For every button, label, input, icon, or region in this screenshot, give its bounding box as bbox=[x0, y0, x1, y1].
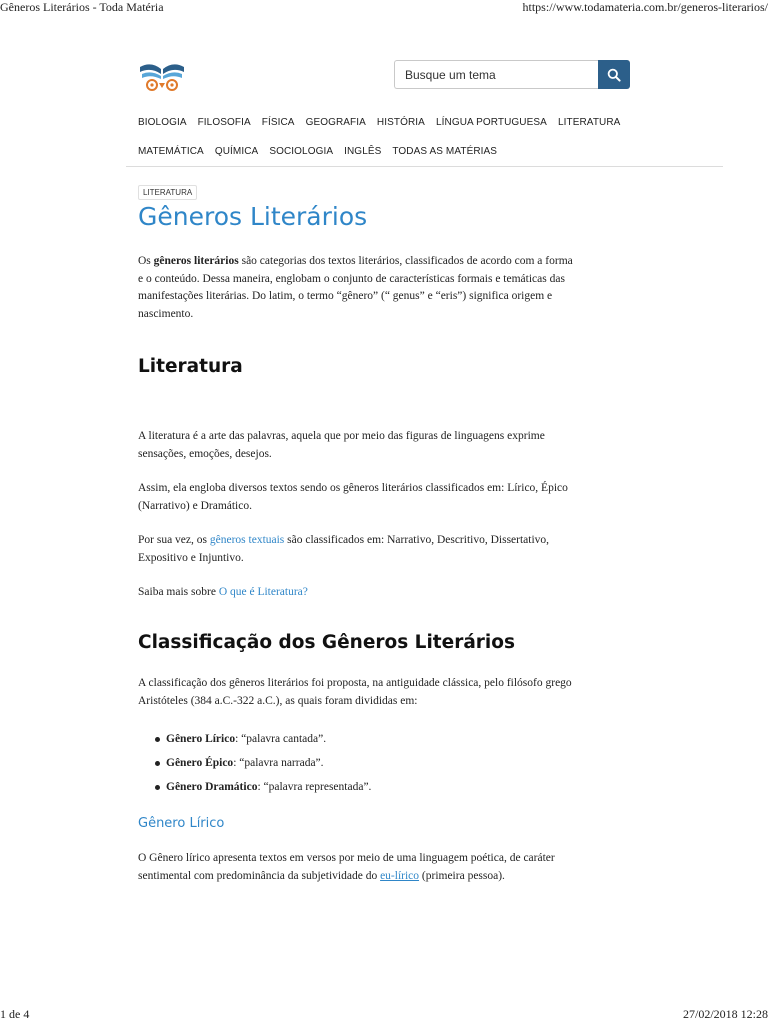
main-nav-row-2 bbox=[138, 146, 497, 157]
lirico-paragraph bbox=[138, 850, 578, 885]
p3-post: são classificados em: Narrativo, Descritivo, Dissertativo, Expositivo e Injuntivo. bbox=[138, 534, 550, 564]
o-que-e-literatura-link[interactable]: O que é Literatura? bbox=[218, 586, 308, 598]
nav-geografia[interactable]: GEOGRAFIA bbox=[305, 117, 366, 128]
category-badge[interactable]: LITERATURA bbox=[138, 185, 197, 200]
list-term: Gênero Dramático bbox=[166, 781, 258, 793]
page-title: Gêneros Literários bbox=[138, 202, 368, 231]
list-desc: : “palavra cantada”. bbox=[235, 733, 327, 745]
literatura-paragraph-3 bbox=[138, 532, 578, 567]
list-desc: : “palavra narrada”. bbox=[233, 757, 324, 769]
nav-lingua-portuguesa[interactable]: LÍNGUA PORTUGUESA bbox=[435, 117, 547, 128]
nav-quimica[interactable]: QUÍMICA bbox=[214, 146, 259, 157]
list-item bbox=[138, 775, 371, 799]
generos-textuais-link[interactable]: gêneros textuais bbox=[209, 534, 285, 546]
literatura-paragraph-4 bbox=[138, 584, 578, 602]
literatura-paragraph-1: A literatura é a arte das palavras, aquela que por meio das figuras de linguagens exprime sensações, emoções, desejos. bbox=[138, 430, 545, 460]
search-bar bbox=[394, 60, 630, 89]
print-footer-page: 1 de 4 bbox=[0, 1007, 30, 1021]
generos-list bbox=[138, 727, 371, 799]
intro-paragraph bbox=[138, 253, 578, 323]
search-input[interactable] bbox=[394, 60, 598, 89]
classificacao-paragraph: A classificação dos gêneros literários foi proposta, na antiguidade clássica, pelo filósofo grego Aristóteles (384 a.C.-322 a.C.), as quais foram divididas em: bbox=[138, 677, 572, 707]
p4-pre: Saiba mais sobre bbox=[138, 586, 219, 598]
search-button[interactable] bbox=[598, 60, 630, 89]
nav-ingles[interactable]: INGLÊS bbox=[344, 146, 382, 157]
nav-todas-as-materias[interactable]: TODAS AS MATÉRIAS bbox=[392, 146, 498, 157]
main-nav-row-1 bbox=[138, 117, 620, 128]
intro-post: são categorias dos textos literários, classificados de acordo com a forma e o conteúdo. Dessa maneira, englobam o conjunto de características formais e temáticas das manifestações literárias. Do latim, o termo “gênero” (“ genus” e “eris”) significa origem e nascimento. bbox=[138, 255, 573, 320]
p3-pre: Por sua vez, os bbox=[138, 534, 210, 546]
bullet-icon bbox=[155, 737, 160, 742]
intro-pre: Os bbox=[138, 255, 154, 267]
eu-lirico-link[interactable]: eu-lírico bbox=[380, 869, 420, 882]
bullet-icon bbox=[155, 761, 160, 766]
lirico-post: (primeira pessoa). bbox=[419, 869, 505, 882]
owl-book-logo-icon[interactable] bbox=[137, 58, 187, 92]
list-item bbox=[138, 727, 371, 751]
nav-sociologia[interactable]: SOCIOLOGIA bbox=[269, 146, 334, 157]
heading-genero-lirico: Gênero Lírico bbox=[138, 816, 225, 831]
list-term: Gênero Épico bbox=[166, 757, 234, 769]
list-desc: : “palavra representada”. bbox=[257, 781, 372, 793]
intro-bold-term: gêneros literários bbox=[153, 255, 239, 267]
nav-literatura[interactable]: LITERATURA bbox=[557, 117, 621, 128]
print-header-title: Gêneros Literários - Toda Matéria bbox=[0, 0, 164, 14]
print-header-url: https://www.todamateria.com.br/generos-literarios/ bbox=[522, 0, 768, 14]
bullet-icon bbox=[155, 785, 160, 790]
nav-biologia[interactable]: BIOLOGIA bbox=[138, 117, 187, 128]
search-icon bbox=[607, 68, 621, 82]
nav-fisica[interactable]: FÍSICA bbox=[261, 117, 295, 128]
nav-historia[interactable]: HISTÓRIA bbox=[376, 117, 425, 128]
header-divider bbox=[126, 166, 723, 167]
heading-classificacao: Classificação dos Gêneros Literários bbox=[138, 632, 515, 653]
heading-literatura: Literatura bbox=[138, 356, 243, 377]
nav-matematica[interactable]: MATEMÁTICA bbox=[138, 146, 204, 157]
nav-filosofia[interactable]: FILOSOFIA bbox=[197, 117, 251, 128]
list-term: Gênero Lírico bbox=[166, 733, 236, 745]
lirico-pre: O Gênero lírico apresenta textos em versos por meio de uma linguagem poética, de caráter sentimental com predominância da subjetividade do bbox=[138, 852, 555, 882]
print-footer-datetime: 27/02/2018 12:28 bbox=[682, 1007, 768, 1021]
list-item bbox=[138, 751, 371, 775]
literatura-paragraph-2: Assim, ela engloba diversos textos sendo os gêneros literários classificados em: Lírico, Épico (Narrativo) e Dramático. bbox=[138, 482, 568, 512]
